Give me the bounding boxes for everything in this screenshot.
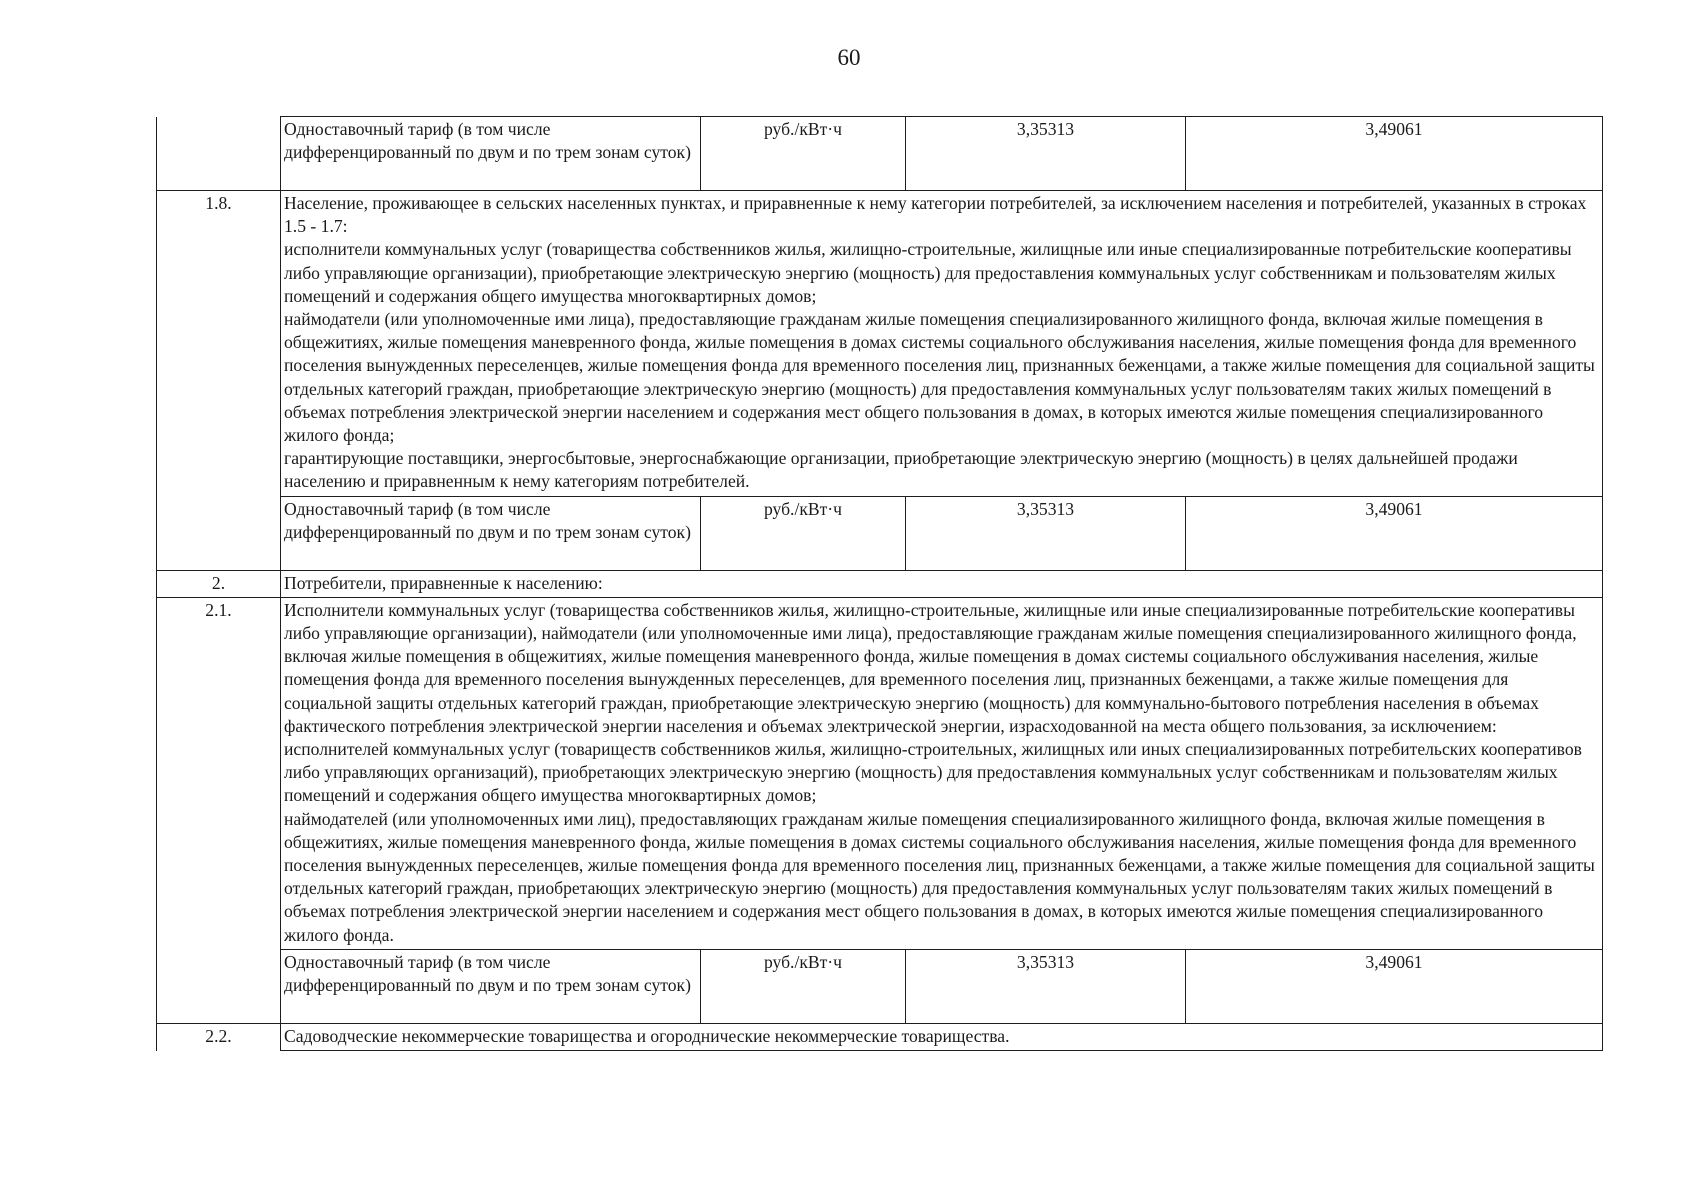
paragraph: исполнители коммунальных услуг (товарищества собственников жилья, жилищно-строительные, жилищные или иные специализированные потребительские кооперативы либо управляющие организации), приобретающие электрическую энергию (мощность) для предоставления коммунальных услуг собственникам и пользователям жилых помещений и содержания общего имущества многоквартирных домов; bbox=[284, 239, 1572, 306]
tariff-table bbox=[156, 116, 1603, 1051]
unit-cell: руб./кВт·ч bbox=[701, 117, 906, 191]
paragraph: наймодатели (или уполномоченные ими лица), предоставляющие гражданам жилые помещения специализированного жилищного фонда, включая жилые помещения в общежитиях, жилые помещения маневренного фонда, жилые помещения в домах системы социального обслуживания населения, жилые помещения фонда для временного поселения вынужденных переселенцев, жилые помещения фонда для временного поселения лиц, признанных беженцами, а также жилые помещения для социальной защиты отдельных категорий граждан, приобретающие электрическую энергию (мощность) для предоставления коммунальных услуг пользователям таких жилых помещений в объемах потребления электрической энергии населением и содержания мест общего пользования в домах, в которых имеются жилые помещения специализированного жилого фонда; bbox=[284, 309, 1595, 446]
paragraph: наймодателей (или уполномоченных ими лиц), предоставляющих гражданам жилые помещения специализированного жилищного фонда, включая жилые помещения в общежитиях, жилые помещения маневренного фонда, жилые помещения в домах системы социального обслуживания населения, жилые помещения фонда для временного поселения вынужденных переселенцев, жилые помещения фонда для временного поселения лиц, признанных беженцами, а также жилые помещения для социальной защиты отдельных категорий граждан, приобретающих электрическую энергию (мощность) для предоставления коммунальных услуг пользователям таких жилых помещений в объемах потребления электрической энергии населением и содержания мест общего пользования в домах, в которых имеются жилые помещения специализированного жилого фонда. bbox=[284, 808, 1595, 945]
value-2-cell: 3,49061 bbox=[1186, 496, 1603, 570]
paragraph: гарантирующие поставщики, энергосбытовые, энергоснабжающие организации, приобретающие электрическую энергию (мощность) в целях дальнейшей продажи населению и приравненным к нему категориям потребителей. bbox=[284, 448, 1518, 492]
tariff-label: Одноставочный тариф (в том числе дифференцированный по двум и по трем зонам суток) bbox=[281, 496, 701, 570]
paragraph: Население, проживающее в сельских населенных пунктах, и приравненные к нему категории потребителей, за исключением населения и потребителей, указанных в строках 1.5 - 1.7: bbox=[284, 193, 1587, 237]
unit-cell: руб./кВт·ч bbox=[701, 949, 906, 1023]
row-2-1 bbox=[157, 597, 1603, 949]
row-number-cell bbox=[157, 949, 281, 1023]
row-number-cell bbox=[157, 117, 281, 191]
value-1-cell: 3,35313 bbox=[906, 949, 1186, 1023]
value-2-cell: 3,49061 bbox=[1186, 949, 1603, 1023]
tariff-row bbox=[157, 496, 1603, 570]
row-number: 2.2. bbox=[157, 1023, 281, 1050]
unit-cell: руб./кВт·ч bbox=[701, 496, 906, 570]
row-description bbox=[281, 191, 1603, 497]
row-number: 1.8. bbox=[157, 191, 281, 497]
paragraph: исполнителей коммунальных услуг (товариществ собственников жилья, жилищно-строительных, жилищных или иных специализированных потребительских кооперативов либо управляющих организаций), приобретающих электрическую энергию (мощность) для предоставления коммунальных услуг собственникам и пользователям жилых помещений и содержания общего имущества многоквартирных домов; bbox=[284, 739, 1582, 806]
tariff-label: Одноставочный тариф (в том числе дифференцированный по двум и по трем зонам суток) bbox=[281, 117, 701, 191]
paragraph: Исполнители коммунальных услуг (товарищества собственников жилья, жилищно-строительные, жилищные или иные специализированные потребительские кооперативы либо управляющие организации), наймодатели (или уполномоченные ими лица), предоставляющие гражданам жилые помещения специализированного жилищного фонда, включая жилые помещения в общежитиях, жилые помещения маневренного фонда, жилые помещения в домах системы социального обслуживания населения, жилые помещения фонда для временного поселения вынужденных переселенцев, для временного поселения лиц, признанных беженцами, а также жилые помещения для социальной защиты отдельных категорий граждан, приобретающие электрическую энергию (мощность) для коммунально-бытового потребления населения в объемах фактического потребления электрической энергии населения и объемах электрической энергии, израсходованной на места общего пользования, за исключением: bbox=[284, 599, 1577, 736]
page-number: 60 bbox=[837, 45, 861, 70]
row-number-cell bbox=[157, 496, 281, 570]
value-1-cell: 3,35313 bbox=[906, 496, 1186, 570]
value-1-cell: 3,35313 bbox=[906, 117, 1186, 191]
row-number: 2.1. bbox=[157, 597, 281, 949]
row-description: Садоводческие некоммерческие товарищества и огороднические некоммерческие товарищества. bbox=[281, 1023, 1603, 1050]
tariff-row bbox=[157, 949, 1603, 1023]
row-description: Потребители, приравненные к населению: bbox=[281, 570, 1603, 597]
row-2 bbox=[157, 570, 1603, 597]
row-number: 2. bbox=[157, 570, 281, 597]
row-2-2 bbox=[157, 1023, 1603, 1050]
row-1-8 bbox=[157, 191, 1603, 497]
value-2-cell: 3,49061 bbox=[1186, 117, 1603, 191]
tariff-row bbox=[157, 117, 1603, 191]
tariff-label: Одноставочный тариф (в том числе дифференцированный по двум и по трем зонам суток) bbox=[281, 949, 701, 1023]
row-description bbox=[281, 597, 1603, 949]
